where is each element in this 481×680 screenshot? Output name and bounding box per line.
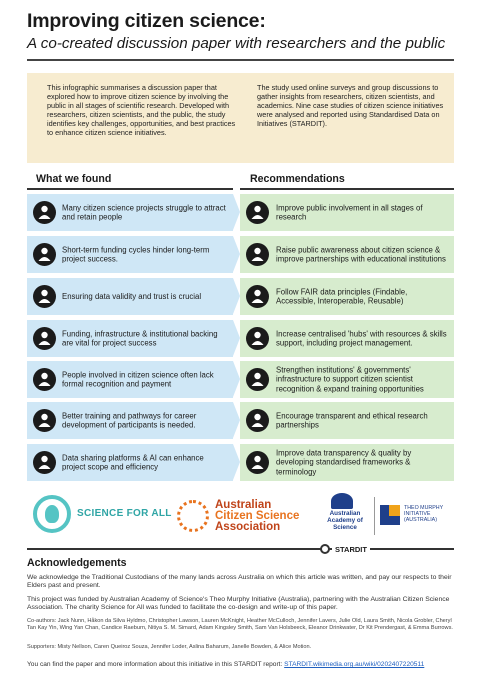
footer-rule bbox=[27, 548, 454, 550]
megaphone-icon bbox=[246, 243, 269, 266]
theo-murphy-mark-icon bbox=[380, 505, 400, 525]
page-title: Improving citizen science: bbox=[27, 10, 266, 32]
laptop-icon bbox=[33, 327, 56, 350]
aas-globe-icon bbox=[331, 493, 353, 509]
recommendation-text: Improve public involvement in all stages of research bbox=[276, 202, 423, 222]
science-for-all-text: SCIENCE FOR ALL bbox=[77, 508, 172, 519]
finding-text: People involved in citizen science often lack formal recognition and payment bbox=[62, 369, 214, 389]
acsa-logo bbox=[177, 497, 317, 537]
recommendation-row bbox=[240, 361, 454, 398]
acknowledgements-title: Acknowledgements bbox=[27, 557, 127, 569]
aas-line-2: Academy of bbox=[327, 517, 363, 524]
recommendation-row bbox=[240, 402, 454, 439]
aas-line-1: Australian bbox=[329, 510, 361, 517]
summary-left: This infographic summarises a discussion paper that explored how to improve citizen science by involving the public in all stages of scientific research. Developed with researchers, citizen scientists, and the public, the study identifies key challenges, opportunities, and best practices to enhance citizen science initiatives. bbox=[47, 83, 236, 137]
checklist-icon bbox=[246, 285, 269, 308]
phone-hand-icon bbox=[33, 451, 56, 474]
recommendation-row bbox=[240, 320, 454, 357]
recommendation-text: Improve data transparency & quality by developing standardised frameworks & terminology bbox=[276, 448, 412, 477]
finding-row bbox=[27, 402, 233, 439]
recommendation-text: Encourage transparent and ethical research partnerships bbox=[276, 410, 428, 430]
summary-box bbox=[27, 73, 454, 163]
magnifier-icon bbox=[246, 451, 269, 474]
finding-row bbox=[27, 320, 233, 357]
coauthors: Co-authors: Jack Nunn, Håkon da Silva Hyldmo, Christopher Lawson, Lauren McKnight, Heather McCulloch, Jennifer Lavers, Julie Old, Laura Smith, Nicola Grobler, Cheryl Tan Kay Yin, Wing Yan Chan, Candice Raeburn, Nitiya S. M. Simard, Adam Kingsley Smith, Sam Van Holsbeeck, Eleanor Drinkwater, Dr Kit Prendergast, & Emma Burrows. bbox=[27, 618, 453, 632]
aas-logo bbox=[319, 493, 369, 539]
finding-row bbox=[27, 444, 233, 481]
recommendation-row bbox=[240, 236, 454, 273]
finding-text: Better training and pathways for career development of participants is needed. bbox=[62, 410, 197, 430]
person-icon bbox=[246, 201, 269, 224]
title-rule bbox=[27, 59, 454, 61]
finding-row bbox=[27, 278, 233, 315]
science-for-all-mark-icon bbox=[33, 495, 71, 533]
acknowledgement-country: We acknowledge the Traditional Custodians of the many lands across Australia on which this article was written, and pay our respects to their Elders past and present. bbox=[27, 574, 452, 590]
finding-row bbox=[27, 236, 233, 273]
finding-row bbox=[27, 194, 233, 231]
report-text: You can find the paper and more information about this initiative in this STARDIT report: bbox=[27, 661, 285, 668]
document-icon bbox=[33, 285, 56, 308]
acsa-line-2: Citizen Science bbox=[215, 510, 300, 522]
tm-line-1: THEO MURPHY bbox=[404, 505, 444, 511]
finding-text: Short-term funding cycles hinder long-term project success. bbox=[62, 244, 210, 264]
handshake-icon bbox=[246, 409, 269, 432]
person-walking-icon bbox=[33, 201, 56, 224]
recommendation-text: Raise public awareness about citizen science & improve partnerships with educational institutions bbox=[276, 244, 446, 264]
stardit-mark-icon bbox=[320, 544, 330, 554]
stardit-report-link[interactable]: STARDIT.wikimedia.org.au/wiki/0202407220511 bbox=[284, 661, 425, 668]
finding-text: Funding, infrastructure & institutional backing are vital for project success bbox=[62, 328, 218, 348]
acsa-line-3: Association bbox=[215, 521, 281, 533]
tm-line-2: INITIATIVE bbox=[404, 511, 431, 517]
recommendation-row bbox=[240, 194, 454, 231]
recommendation-text: Strengthen institutions' & governments' infrastructure to support citizen scientist recognition & expand training opportunities bbox=[276, 365, 424, 394]
recommendation-text: Follow FAIR data principles (Findable, Accessible, Interoperable, Reusable) bbox=[276, 286, 408, 306]
report-reference bbox=[27, 661, 457, 669]
finding-text: Ensuring data validity and trust is crucial bbox=[62, 291, 202, 301]
recommendation-text: Increase centralised 'hubs' with resources & skills support, including project management. bbox=[276, 328, 447, 348]
page-subtitle: A co-created discussion paper with researchers and the public bbox=[27, 35, 446, 52]
science-for-all-logo bbox=[33, 495, 172, 537]
hands-person-icon bbox=[33, 368, 56, 391]
stardit-label: STARDIT bbox=[332, 545, 370, 554]
recommendation-row bbox=[240, 444, 454, 481]
funding-statement: This project was funded by Australian Academy of Science's Theo Murphy Initiative (Australia), partnering with the Australian Citizen Science Association. The charity Science for All was funded to facilitate the co-design and write-up of this paper. bbox=[27, 596, 450, 612]
logo-divider bbox=[374, 497, 375, 535]
tm-line-3: (AUSTRALIA) bbox=[404, 517, 437, 523]
findings-heading: What we found bbox=[36, 173, 112, 185]
supporters: Supporters: Misty Nellson, Caren Queiroz Souza, Jennifer Loder, Aslina Baharum, Janelle Bowden, & Alice Motion. bbox=[27, 644, 312, 650]
growth-chart-icon bbox=[33, 409, 56, 432]
findings-underline bbox=[27, 188, 233, 190]
acsa-sun-icon bbox=[177, 500, 209, 532]
recommendations-underline bbox=[240, 188, 454, 190]
finding-row bbox=[27, 361, 233, 398]
theo-murphy-logo bbox=[380, 501, 454, 531]
acsa-line-1: Australian bbox=[215, 499, 272, 511]
recommendation-row bbox=[240, 278, 454, 315]
finding-text: Many citizen science projects struggle to attract and retain people bbox=[62, 202, 226, 222]
network-icon bbox=[246, 368, 269, 391]
summary-right: The study used online surveys and group discussions to gather insights from researchers, citizen scientists, and academics. Nine case studies of citizen science initiatives were analysed and reported using Standardised Data on Initiatives (STARDIT). bbox=[257, 83, 444, 128]
logo-strip bbox=[27, 491, 454, 541]
finding-text: Data sharing platforms & AI can enhance project scope and efficiency bbox=[62, 452, 204, 472]
group-icon bbox=[246, 327, 269, 350]
aas-line-3: Science bbox=[333, 524, 357, 531]
shield-icon bbox=[33, 243, 56, 266]
recommendations-heading: Recommendations bbox=[250, 173, 345, 185]
